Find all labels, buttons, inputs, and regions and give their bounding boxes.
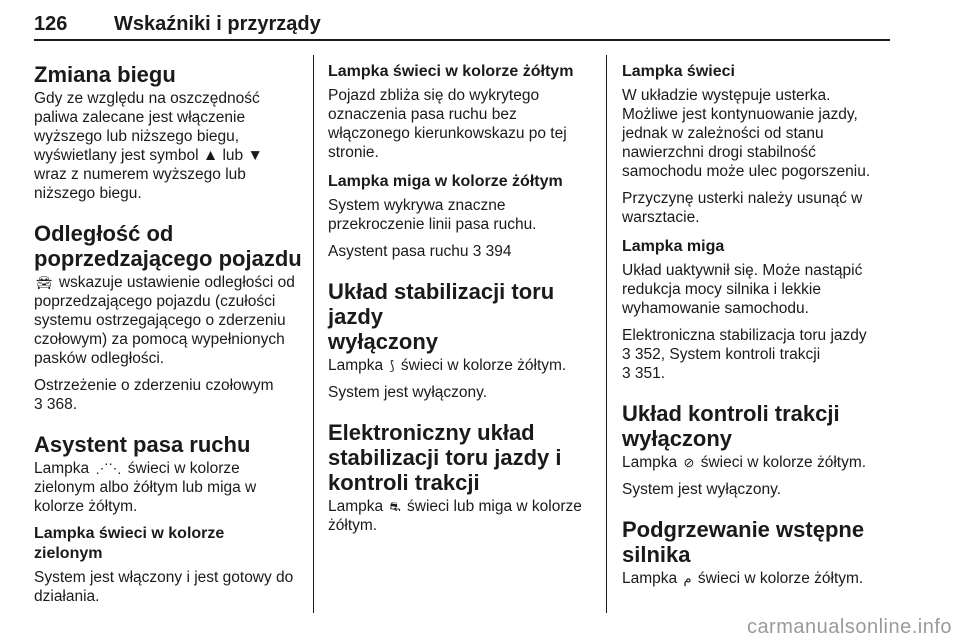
heading-lamp-on: Lampka świeci [622,63,735,80]
lane-assist-icon: ⋰⋱ [95,461,122,476]
paragraph-traction-off-status: System jest wyłączony. [622,481,782,498]
paragraph-lamp-on: W układzie występuje usterka. Możliwe jest kontynuowanie jazdy, jednak w zależności od stanu nawierzchni drogi stabilność samochodu może ulec pogorszeniu. [622,87,871,180]
column-3 [622,62,890,596]
column-1 [34,62,302,614]
heading-lamp-blinks: Lampka miga [622,238,725,255]
page-header [34,10,890,40]
heading-lamp-green: Lampka świeci w kolorze zielonym [34,525,225,562]
header-divider [34,39,890,41]
paragraph-following-distance: 🚘︎ wskazuje ustawienie odległości od poprzedzającego pojazdu (czułości systemu ostrzegającego o zderzeniu czołowym) za pomocą wypełnionych pasków odległości. [34,274,295,367]
paragraph-collision-warning-ref: Ostrzeżenie o zderzeniu czołowym 3 368. [34,377,274,413]
paragraph-traction-off: Lampka ⊘ świeci w kolorze żółtym. [622,454,867,471]
heading-stability-traction: Elektroniczny układ stabilizacji toru jazdy i kontroli trakcji [328,420,562,495]
paragraph-stability-off-status: System jest wyłączony. [328,384,488,401]
chapter-title: Wskaźniki i przyrządy [114,13,321,35]
paragraph-gear-shift: Gdy ze względu na oszczędność paliwa zalecane jest włączenie wyższego lub niższego biegu, wyświetlany jest symbol ▲ lub ▼ wraz z numerem wyższego lub niższego biegu. [34,90,263,202]
stability-control-icon: ⛐ [389,499,401,514]
heading-traction-off: Układ kontroli trakcji wyłączony [622,401,840,451]
heading-lamp-yellow: Lampka świeci w kolorze żółtym [328,63,574,80]
heading-lamp-blinks-yellow: Lampka miga w kolorze żółtym [328,173,563,190]
lane-assist-page-ref: Asystent pasa ruchu 3 394 [328,243,512,260]
paragraph-fix-fault: Przyczynę usterki należy usunąć w warsztacie. [622,190,863,226]
column-2 [328,62,594,543]
paragraph-lamp-blinks-yellow: System wykrywa znaczne przekroczenie linii pasa ruchu. [328,197,537,233]
page-number: 126 [34,13,68,35]
paragraph-stability-traction: Lampka ⛐ świeci lub miga w kolorze żółtym. [328,498,582,534]
paragraph-stability-off: Lampka ⟆ świeci w kolorze żółtym. [328,357,567,374]
paragraph-engine-preheat: Lampka ﻡ świeci w kolorze żółtym. [622,570,864,587]
paragraph-stability-refs: Elektroniczna stabilizacja toru jazdy 3 352, System kontroli trakcji 3 351. [622,327,867,382]
watermark: carmanualsonline.info [746,616,952,638]
following-distance-icon: 🚘︎ [36,275,53,290]
traction-off-icon: ⊘ [683,455,695,470]
heading-following-distance: Odległość od poprzedzającego pojazdu [34,221,302,271]
heading-gear-shift: Zmiana biegu [34,62,176,87]
heading-engine-preheat: Podgrzewanie wstępne silnika [622,517,865,567]
column-divider-1 [313,55,314,613]
paragraph-lamp-blinks: Układ uaktywnił się. Może nastąpić redukcja mocy silnika i lekkie wyhamowanie samochodu. [622,262,863,317]
heading-lane-assist: Asystent pasa ruchu [34,432,251,457]
paragraph-lamp-green: System jest włączony i jest gotowy do działania. [34,569,294,605]
column-divider-2 [606,55,607,613]
paragraph-lamp-yellow: Pojazd zbliża się do wykrytego oznaczenia pasa ruchu bez włączonego kierunkowskazu po tej stronie. [328,87,567,161]
heading-stability-off: Układ stabilizacji toru jazdy wyłączony [328,279,555,354]
glow-plug-icon: ﻡ [683,571,692,586]
stability-off-icon: ⟆ [389,358,395,373]
paragraph-lane-assist: Lampka ⋰⋱ świeci w kolorze zielonym albo żółtym lub miga w kolorze żółtym. [34,460,257,515]
